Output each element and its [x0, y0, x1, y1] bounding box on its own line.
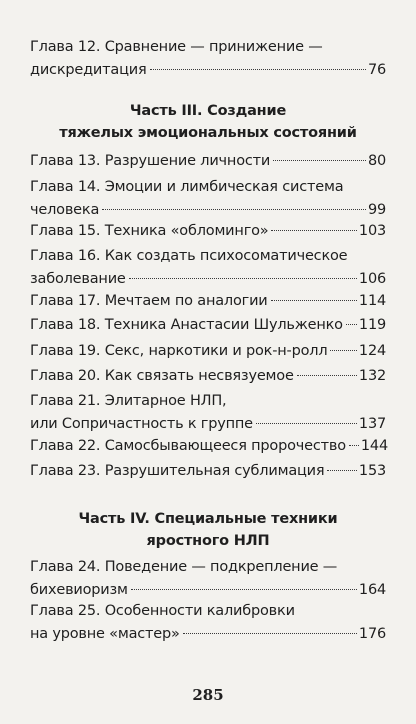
- toc-entry-title-cont: бихевиоризм: [30, 582, 128, 598]
- toc-page-number: 124: [358, 343, 386, 359]
- leader-dots: [271, 300, 357, 301]
- leader-dots: [349, 445, 359, 446]
- toc-page-number: 99: [367, 202, 386, 218]
- toc-entry-title-cont: или Сопричастность к группе: [30, 416, 253, 432]
- toc-entry-title: Глава 14. Эмоции и лимбическая система: [30, 179, 344, 195]
- toc-page-number: 137: [358, 416, 386, 432]
- part-heading-line: яростного НЛП: [146, 533, 270, 549]
- toc-page-number: 80: [367, 153, 386, 169]
- toc-entry-title-cont: заболевание: [30, 271, 126, 287]
- leader-dots: [183, 633, 357, 634]
- toc-entry-chapter-23: [30, 460, 386, 483]
- toc-entry-title: Глава 21. Элитарное НЛП,: [30, 393, 227, 409]
- toc-entry-chapter-16: [30, 245, 386, 291]
- toc-entry-title: Глава 23. Разрушительная сублимация: [30, 463, 325, 479]
- toc-entry-title: Глава 19. Секс, наркотики и рок-н-ролл: [30, 343, 328, 359]
- toc-entry-title: Глава 20. Как связать несвязуемое: [30, 368, 294, 384]
- toc-entry-chapter-24: [30, 556, 386, 602]
- toc-entry-title: Глава 12. Сравнение — принижение —: [30, 39, 323, 55]
- toc-page-number: 119: [358, 317, 386, 333]
- toc-entry-title: Глава 16. Как создать психосоматическое: [30, 248, 348, 264]
- leader-dots: [150, 69, 366, 70]
- leader-dots: [271, 230, 356, 231]
- part-heading-line: тяжелых эмоциональных состояний: [59, 125, 357, 141]
- toc-entry-chapter-12: [30, 36, 386, 82]
- leader-dots: [129, 278, 357, 279]
- toc-entry-chapter-13: [30, 150, 386, 173]
- toc-page-number: 153: [358, 463, 386, 479]
- toc-entry-title: Глава 22. Самосбывающееся пророчество: [30, 438, 346, 454]
- toc-entry-title: Глава 18. Техника Анастасии Шульженко: [30, 317, 343, 333]
- part-heading-line: Часть IV. Специальные техники: [78, 511, 338, 527]
- toc-entry-title-cont: на уровне «мастер»: [30, 626, 180, 642]
- toc-entry-chapter-19: [30, 340, 386, 363]
- leader-dots: [256, 423, 357, 424]
- toc-entry-title: Глава 24. Поведение — подкрепление —: [30, 559, 338, 575]
- toc-entry-chapter-25: [30, 600, 386, 646]
- toc-entry-title: Глава 15. Техника «обломинго»: [30, 223, 269, 239]
- toc-entry-chapter-22: [30, 435, 386, 458]
- toc-entry-title: Глава 25. Особенности калибровки: [30, 603, 295, 619]
- toc-entry-chapter-20: [30, 365, 386, 388]
- toc-page-number: 132: [358, 368, 386, 384]
- toc-entry-title: Глава 13. Разрушение личности: [30, 153, 271, 169]
- leader-dots: [297, 375, 357, 376]
- toc-page-number: 103: [358, 223, 386, 239]
- toc-entry-title: Глава 17. Мечтаем по аналогии: [30, 293, 268, 309]
- toc-entry-chapter-18: [30, 314, 386, 337]
- part-heading-3: [0, 100, 416, 144]
- toc-page-number: 106: [358, 271, 386, 287]
- part-heading-line: Часть III. Создание: [129, 103, 287, 119]
- page-number: 285: [192, 686, 224, 704]
- toc-page-number: 76: [367, 62, 386, 78]
- leader-dots: [102, 209, 366, 210]
- toc-page-number: 114: [358, 293, 386, 309]
- toc-entry-title-cont: дискредитация: [30, 62, 147, 78]
- leader-dots: [330, 350, 357, 351]
- leader-dots: [327, 470, 356, 471]
- leader-dots: [346, 324, 357, 325]
- toc-page-number: 144: [360, 438, 388, 454]
- leader-dots: [131, 589, 357, 590]
- toc-entry-chapter-15: [30, 220, 386, 243]
- toc-page-number: 176: [358, 626, 386, 642]
- toc-entry-title-cont: человека: [30, 202, 100, 218]
- toc-page-number: 164: [358, 582, 386, 598]
- toc-entry-chapter-17: [30, 290, 386, 313]
- leader-dots: [273, 160, 366, 161]
- toc-entry-chapter-21: [30, 390, 386, 436]
- toc-entry-chapter-14: [30, 176, 386, 222]
- part-heading-4: [0, 508, 416, 552]
